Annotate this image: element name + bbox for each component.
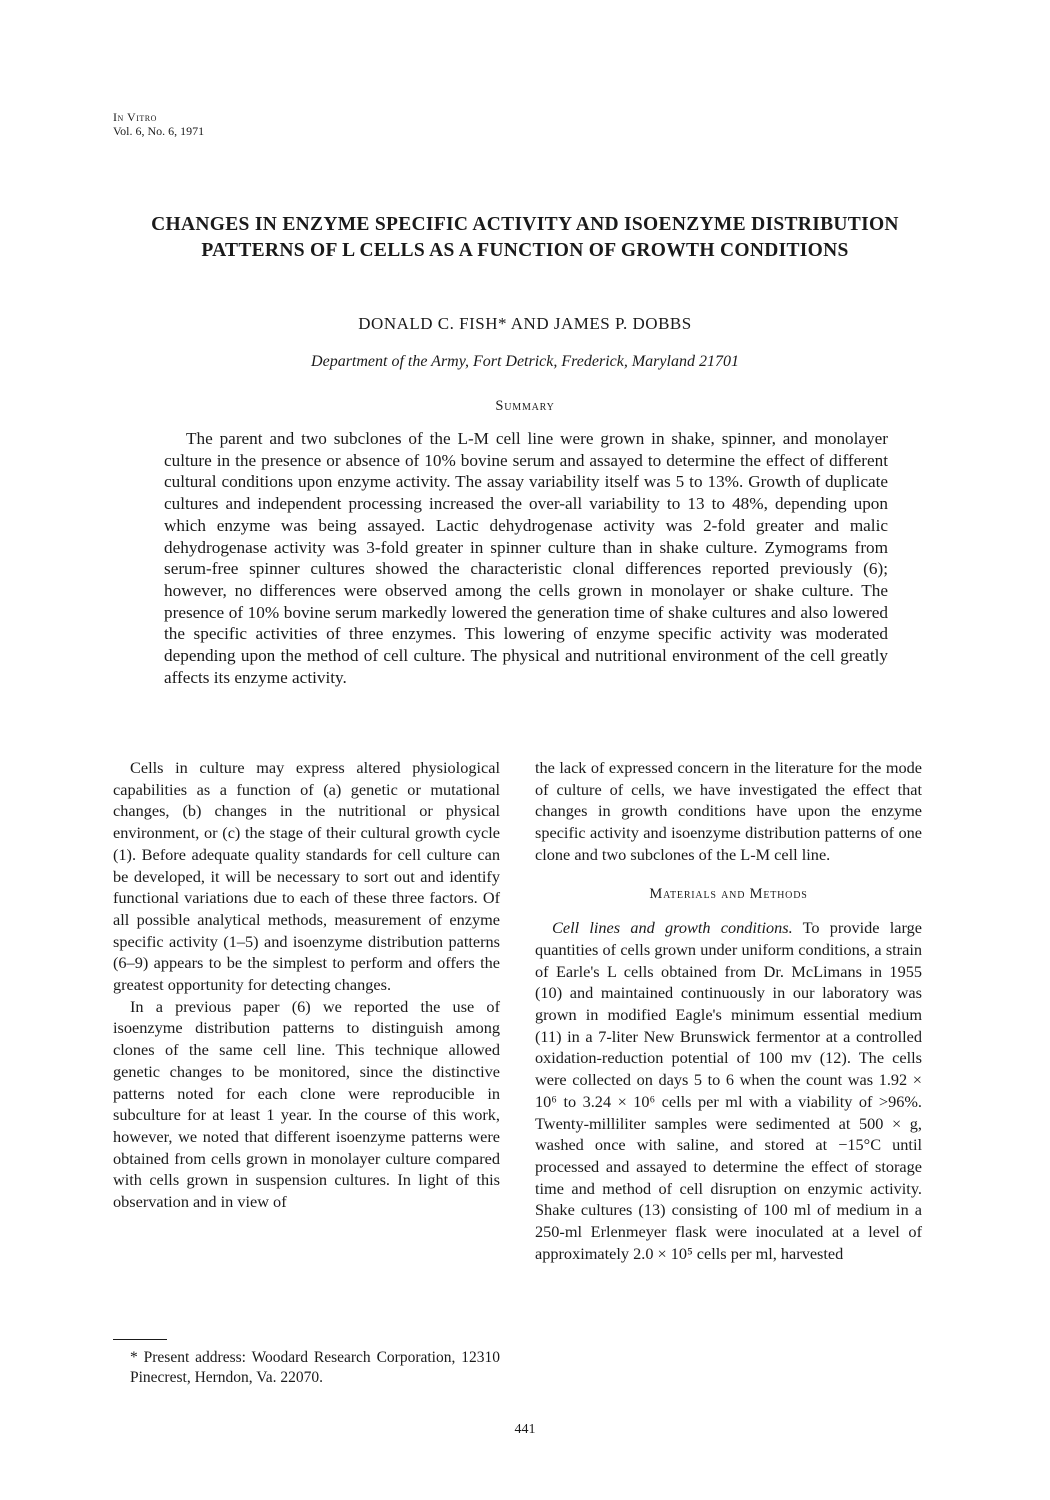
body-paragraph-text: To provide large quantities of cells grown under uniform conditions, a strain of Earle's L cells obtained from Dr. McLimans in 1955 (10) and maintained continuously in our laboratory was grown in modified Eagle's minimum essential medium (11) in a 7-liter New Brunswick fermentor at a controlled oxidation-reduction potential of 100 mv (12). The cells were collected on days 5 to 6 when the count was 1.92 × 10⁶ to 3.24 × 10⁶ cells per ml with a viability of >96%. Twenty-milliliter samples were sedimented at 500 × g, washed once with saline, and stored at −15°C until processed and assayed to determine the effect of storage time and method of cell disruption on enzymic activity. Shake cultures (13) consisting of 100 ml of medium in a 250-ml Erlenmeyer flask were inoculated at a level of approximately 2.0 × 10⁵ cells per ml, harvested [535, 918, 922, 1263]
journal-name: In Vitro [113, 110, 157, 124]
paper-title: CHANGES IN ENZYME SPECIFIC ACTIVITY AND ISOENZYME DISTRIBUTION PATTERNS OF L CELLS AS A FUNCTION OF GROWTH CONDITIONS [151, 214, 899, 261]
summary-heading: Summary [495, 398, 555, 414]
footnote [113, 1348, 500, 1388]
affiliation: Department of the Army, Fort Detrick, Frederick, Maryland 21701 [311, 353, 739, 370]
journal-volume: Vol. 6, No. 6, 1971 [113, 124, 205, 138]
abstract [164, 428, 888, 688]
body-paragraph: In a previous paper (6) we reported the use of isoenzyme distribution patterns to distinguish among clones of the same cell line. This technique allowed genetic changes to be monitored, since the distinctive patterns noted for each clone were reproducible in subculture for at least 1 year. In the course of this work, however, we noted that different isoenzyme patterns were obtained from cells grown in monolayer culture compared with cells grown in suspension cultures. In light of this observation and in view of [113, 996, 500, 1212]
journal-header [113, 110, 204, 138]
page-number: 441 [514, 1422, 536, 1437]
footnote-divider [113, 1339, 167, 1340]
body-column-right [535, 757, 922, 1264]
body-paragraph: the lack of expressed concern in the literature for the mode of culture of cells, we have investigated the effect that changes in growth conditions have upon the enzyme specific activity and isoenzyme distribution patterns of one clone and two subclones of the L-M cell line. [535, 758, 922, 864]
body-column-left [113, 757, 500, 1213]
footnote-text: * Present address: Woodard Research Corporation, 12310 Pinecrest, Herndon, Va. 22070. [130, 1349, 500, 1386]
abstract-text: The parent and two subclones of the L-M cell line were grown in shake, spinner, and monolayer culture in the presence or absence of 10% bovine serum and assayed to determine the effect of different cultural conditions upon enzyme activity. The assay variability itself was 5 to 13%. Growth of duplicate cultures and independent processing increased the over-all variability to 13 to 48%, depending upon which enzyme was being assayed. Lactic dehydrogenase activity was 2-fold greater and malic dehydrogenase activity was 3-fold greater in spinner culture than in shake culture. Zymograms from serum-free spinner cultures showed the characteristic clonal differences reported previously (6); however, no differences were observed among the cells grown in monolayer or shake culture. The presence of 10% bovine serum markedly lowered the generation time of shake cultures and also lowered the specific activities of three enzymes. This lowering of enzyme specific activity was moderated depending upon the method of cell culture. The physical and nutritional environment of the cell greatly affects its enzyme activity. [164, 429, 888, 687]
body-paragraph [535, 917, 922, 1264]
section-heading-materials-methods: Materials and Methods [649, 885, 808, 902]
subsection-heading: Cell lines and growth conditions. [552, 918, 793, 938]
authors: DONALD C. FISH* AND JAMES P. DOBBS [358, 314, 692, 333]
body-paragraph: Cells in culture may express altered physiological capabilities as a function of (a) genetic or mutational changes, (b) changes in the nutritional or physical environment, or (c) the stage of their cultural growth cycle (1). Before adequate quality standards for cell culture can be developed, it will be necessary to sort out and identify functional variations due to each of these three factors. Of all possible analytical methods, measurement of enzyme specific activity (1–5) and isoenzyme distribution patterns (6–9) appears to be the simplest to perform and offers the greatest opportunity for detecting changes. [113, 758, 500, 995]
